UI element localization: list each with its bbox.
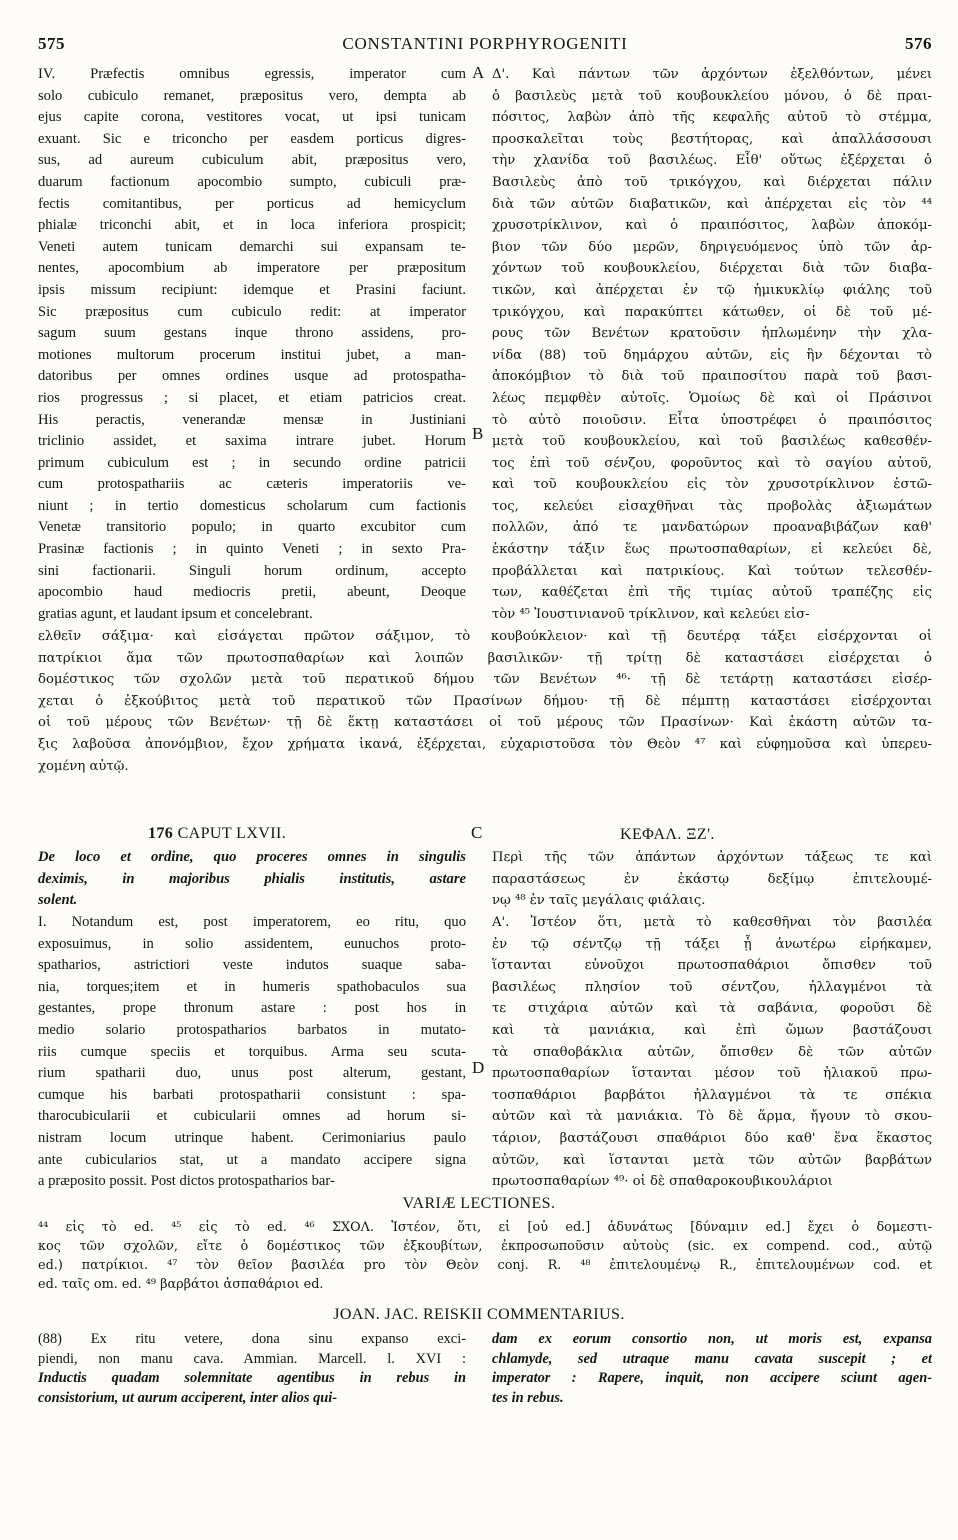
latin-text-line: cumque his barbati protospatharii consistunt : spa- [38, 1086, 466, 1103]
greek-text-line: τε στιχάρια αὐτῶν καὶ τὰ σαβάνια, φοροῦσι δὲ [492, 1001, 932, 1017]
greek-text-line: τὰ σπαθοβάκλια αὐτῶν, ὄπισθεν δὲ τῶν αὐτῶν [492, 1044, 932, 1060]
greek-text-line: νίδα (88) τοῦ δημάρχου αὐτῶν, εἰς ἣν δέχονται τὸ [492, 347, 932, 363]
latin-text-line: Veneti autem tunicam demarchi sui expansam te- [38, 238, 466, 255]
greek-text-line: ἐν τῷ σέντζῳ τῇ τάξει ᾗ ἀνωτέρω εἰρήκαμεν, [492, 936, 932, 952]
latin-text-line: phialæ triconchi abit, et in loca inferiora prospicit; [38, 217, 466, 234]
latin-text-line: IV. Præfectis omnibus egressis, imperator cum [38, 66, 466, 82]
variant-reading-line: κος τῶν σχολῶν, εἴτε ὁ δομέστικος τῶν ἐξκουβίτων, ἐκπροσωποῦσιν αὐτοὺς (sic. ex compend. cod., αὐτῷ [38, 1239, 932, 1254]
latin-text-line: niunt ; in tertio domesticus scholarum cum factionis [38, 497, 466, 514]
latin-text-line: datoribus per omnes ordines usque ad protospatha- [38, 368, 466, 385]
greek-text-line: τάριον, βαστάζουσι σπαθάριοι δύο καθ' ἕνα ἕκαστος [492, 1130, 932, 1146]
greek-text-line: οἱ τοῦ μέρους τῶν Βενέτων· τῇ δὲ ἕκτῃ καταστάσει οἱ τοῦ μέρους τῶν Πρασίνων· Καὶ ἑκάστη αὐτῶν τα- [38, 715, 932, 731]
greek-chapter-title [492, 847, 932, 912]
latin-text-line: ante cubicularios stat, ut a mandato accipere signa [38, 1151, 466, 1168]
variant-reading-line: ⁴⁴ εἰς τὸ ed. ⁴⁵ εἰς τὸ ed. ⁴⁶ ΣΧΟΛ. Ἰστέον, ὅτι, εἰ [οὐ ed.] ἀδυνάτως [δύναμιν ed.] ἔχει ὁ δομεστι- [38, 1220, 932, 1235]
chapter-title-latin: CAPUT LXVII. [177, 825, 287, 842]
commentary-line: piendi, non manu cava. Ammian. Marcell. l. XVI : [38, 1350, 466, 1367]
greek-text-line: πρωτοσπαθαρίων ⁴⁹· οἱ δὲ σπαθαροκουβικουλάριοι [492, 1174, 833, 1190]
greek-column-top [492, 64, 932, 625]
latin-text-line: riis cumque speciis et torquibus. Arma seu scuta- [38, 1043, 466, 1060]
greek-text-line: τὸ αὐτὸ ποιοῦσιν. Εἶτα ὑποστρέφει ὁ πραιπόσιτος [492, 412, 932, 428]
latin-text-line: apocombio haud mediocris pretii, abeunt, Deoque [38, 584, 466, 601]
greek-text-line: πατρίκιοι ἅμα τῶν πρωτοσπαθαρίων καὶ λοιπῶν βασιλικῶν· τῇ τρίτῃ δὲ καταστάσει εἰσέρχεται ὁ [38, 650, 932, 666]
greek-text-line: ἵστανται εὐνοῦχοι πρωτοσπαθάριοι ὄπισθεν τοῦ [492, 958, 932, 974]
latin-text-line: fectis comitantibus, per porticus ad hemicyclum [38, 195, 466, 212]
greek-text-line: των, καθέζεται ἐπὶ τῆς τιμίας αὐτοῦ τραπέζης εἰς [492, 585, 932, 601]
commentary-right [492, 1330, 932, 1408]
commentary-heading: JOAN. JAC. REISKII COMMENTARIUS. [333, 1306, 625, 1323]
latin-text-line: gestantes, prope thronum astare : post hos in [38, 1000, 466, 1017]
latin-chapter-title [38, 847, 466, 912]
latin-text-line: a præposito possit. Post dictos protospatharios bar- [38, 1173, 335, 1190]
greek-text-line: χομένη αὐτῷ. [38, 758, 129, 774]
variae-heading: VARIÆ LECTIONES. [402, 1195, 556, 1212]
greek-text-line: τικῶν, καὶ ἀπέρχεται ἐν τῷ ἡμικυκλίῳ φιάλης τοῦ [492, 282, 932, 298]
greek-text-line: τος, κελεύει εἰσαχθῆναι τὰς προβολὰς ἀξιωμάτων [492, 498, 932, 514]
greek-title-line: νῳ ⁴⁸ ἐν ταῖς μεγάλαις φιάλαις. [492, 893, 706, 909]
margin-letter-b: B [472, 424, 484, 443]
latin-title-line: De loco et ordine, quo proceres omnes in singulis [38, 849, 466, 865]
greek-text-line: χεται ὁ ἐξκούβιτος μετὰ τοῦ περατικοῦ τῶν Πρασίνων δήμου· τῇ δὲ πέμπτῃ καταστάσει εἰσέρχονται [38, 693, 932, 709]
greek-text-line: δομέστικος τῶν σχολῶν μετὰ τοῦ περατικοῦ δήμου τῶν Βενέτων ⁴⁶· τῇ δὲ τετάρτῃ καταστάσει εἰσέρ- [38, 672, 932, 688]
greek-text-line: χόντων τοῦ κουβουκλείου, διέρχεται διὰ τῶν διαβα- [492, 261, 932, 277]
latin-text-line: medio solario protospatharios barbatos in mutato- [38, 1021, 466, 1038]
greek-column-bottom [492, 912, 932, 1193]
greek-text-line: ὁ βασιλεὺς μετὰ τοῦ κουβουκλείου μόνου, ὁ δὲ πραι- [492, 88, 932, 104]
greek-text-line: πρωτοσπαθαρίων ἵστανται μέσον τοῦ ἡλιακοῦ πρω- [492, 1066, 932, 1082]
latin-title-line: solent. [38, 892, 78, 909]
latin-text-line: motiones multorum procerum institui jubet, a man- [38, 346, 466, 363]
latin-text-line: His peractis, venerandæ mensæ in Justiniani [38, 411, 466, 428]
latin-text-line: cum protospathariis ac cæteris imperatoriis ve- [38, 476, 466, 493]
latin-text-line: I. Notandum est, post imperatorem, eo ritu, quo [38, 914, 466, 930]
greek-text-line: μετὰ τοῦ κουβουκλείου, καὶ τοῦ βασιλέως καθεσθέν- [492, 434, 932, 450]
margin-letter-a: A [472, 63, 485, 82]
latin-text-line: tharocubicularii et cubicularii omnes ad horum si- [38, 1108, 466, 1125]
greek-text-line: τὴν χλανίδα τοῦ βασιλέως. Εἶθ' οὕτως ἐξέρχεται ὁ [492, 153, 932, 169]
greek-text-line: τὸν ⁴⁵ Ἰουστινιανοῦ τρίκλινον, καὶ κελεύει εἰσ- [492, 606, 810, 622]
greek-text-line: καὶ τὰ μανιάκια, καὶ ἐπὶ ὤμων βαστάζουσι [492, 1022, 932, 1038]
latin-text-line: nentes, apocombium ab imperatore per præpositum [38, 260, 466, 277]
latin-column-top [38, 64, 466, 625]
greek-text-line: τρικόγχου, καὶ παρακύπτει κάτωθεν, οἱ δὲ τοῦ μέ- [492, 304, 932, 320]
latin-text-line: sini factionarii. Singuli horum ordinum, accepto [38, 562, 466, 579]
page-number-right: 576 [905, 34, 932, 53]
greek-text-line: προβάλλεται καὶ πατρικίους. Καὶ τούτων τελεσθέν- [492, 563, 932, 579]
commentary-line: consistorium, ut aurum acciperent, inter alios qui- [38, 1389, 338, 1406]
latin-text-line: ipsis missum recipiunt: idemque et Prasini faciunt. [38, 281, 466, 298]
greek-text-line: ρους τῶν Βενέτων κρατοῦσιν ἡπλωμένην τὴν χλα- [492, 326, 932, 342]
margin-letter-c: C [471, 823, 483, 842]
latin-text-line: primum cubiculum est ; in secundo ordine patricii [38, 454, 466, 471]
greek-text-line: βασιλέως πλησίον τοῦ σέντζου, ἠλλαγμένοι τὰ [492, 979, 932, 995]
latin-text-line: exposuimus, in solio assidentem, eunuchos proto- [38, 935, 466, 952]
latin-text-line: triclinio assidet, et saxima intrare jubet. Horum [38, 433, 466, 450]
chapter-number: 176 [148, 825, 174, 842]
greek-text-line: Βασιλεὺς ἀπὸ τοῦ τρικόγχου, καὶ διέρχεται πάλιν [492, 174, 932, 190]
greek-text-line: ἑκάστην τάξιν ἕως πρωτοσπαθαρίων, εἰ κελεύει δὲ, [492, 542, 932, 558]
greek-text-line: πολλῶν, ἀπό τε μανδατώρων προαναβιβάζων καθ' [492, 520, 932, 536]
commentary-line: Inductis quadam solemnitate agentibus in rebus in [38, 1370, 466, 1386]
greek-text-line: ξις λαβοῦσα ἀπονόμβιον, ἔχον χρήματα ἱκανά, ἐξέρχεται, εὐχαριστοῦσα τὸν Θεὸν ⁴⁷ καὶ εὐφημοῦσα καὶ ὑπερευ- [38, 736, 932, 752]
greek-text-line: Α'. Ἰστέον ὅτι, μετὰ τὸ καθεσθῆναι τὸν βασιλέα [492, 915, 932, 930]
variant-reading-line: ed.) πατρίκιοι. ⁴⁷ τὸν θεῖον βασιλέα pro τὸν Θεὸν conj. R. ⁴⁸ ἐπιτελουμένῳ R., ἐπιτελουμένων cod. et [38, 1258, 932, 1273]
variant-reading-line: ed. ταῖς om. ed. ⁴⁹ βαρβάτοι ἀσπαθάριοι ed. [38, 1277, 324, 1292]
greek-text-line: λέως πεμφθὲν αὐτοῖς. Ὁμοίως δὲ καὶ οἱ Πράσινοι [492, 390, 932, 406]
greek-chapter-heading: ΚΕΦΑΛ. ΞΖ'. [620, 826, 715, 843]
latin-text-line: rium spatharii duo, unus post alterum, gestant, [38, 1065, 466, 1082]
margin-letter-d: D [472, 1058, 485, 1077]
latin-text-line: solo cubiculo remanet, præpositus vero, dempta ab [38, 87, 466, 104]
greek-text-line: αὐτῶν καὶ τὰ μανιάκια. Τὸ δὲ ἅρμα, ἤγουν τὸ σκου- [492, 1109, 932, 1125]
greek-text-line: τος ἐπὶ τοῦ σένζου, φοροῦντος καὶ τὸ σαγίου αὐτοῦ, [492, 455, 932, 471]
latin-text-line: Prasinæ factionis ; in quinto Veneti ; in sexto Pra- [38, 541, 466, 558]
greek-text-line: ἀποκόμβιον τὸ διὰ τοῦ πραιποσίτου παρὰ τοῦ βασι- [492, 369, 932, 385]
latin-text-line: spatharios, astrictiori veste indutos suaque saba- [38, 957, 466, 974]
latin-text-line: exuant. Sic e triconcho per easdem porticus digres- [38, 130, 466, 147]
commentary-line: chlamyde, sed utraque manu cavata suscepit ; et [492, 1350, 932, 1367]
greek-text-line: καὶ τοῦ κουβουκλείου εἰς τὸν χρυσοτρίκλινον ἑστῶ- [492, 477, 932, 493]
greek-text-line: αὐτῶν, καὶ ἵστανται μετὰ τῶν αὐτῶν βαρβάτων [492, 1152, 932, 1168]
latin-text-line: gratias agunt, et laudant ipsum et concelebrant. [38, 605, 313, 622]
commentary-line: dam ex eorum consortio non, ut moris est, expansa [492, 1331, 932, 1347]
latin-text-line: sagum suum gestans inque throno assidens, pro- [38, 325, 466, 342]
greek-title-line: παραστάσεως ἐν ἑκάστῳ δεξίμῳ ἐπιτελουμέ- [492, 871, 932, 887]
greek-text-line: διὰ τῶν αὐτῶν διαβατικῶν, καὶ ἀπέρχεται εἰς τὸν ⁴⁴ [492, 196, 932, 212]
latin-text-line: sus, ad aureum cubiculum abit, præpositus vero, [38, 152, 466, 169]
latin-title-line: deximis, in majoribus phialis institutis, astare [38, 870, 466, 887]
commentary-left [38, 1330, 466, 1408]
commentary-line: imperator : Rapere, inquit, non accipere sciunt agen- [492, 1370, 932, 1386]
latin-text-line: Sic præpositus cum cubiculo redit: at imperator [38, 303, 466, 320]
greek-text-line: τοσπαθάριοι βαρβάτοι ἠλλαγμένοι τὰ τε σπέκια [492, 1087, 932, 1103]
greek-text-line: ελθεῖν σάξιμα· καὶ εἰσάγεται πρῶτον σάξιμον, τὸ κουβούκλειον· καὶ τῇ δευτέρᾳ τάξει εἰσέρχονται οἱ [38, 629, 932, 644]
latin-text-line: ejus capite corona, vestitores vocat, ut ipsi tunicam [38, 109, 466, 126]
greek-title-line: Περὶ τῆς τῶν ἁπάντων ἀρχόντων τάξεως τε καὶ [492, 850, 932, 865]
latin-column-bottom [38, 912, 466, 1193]
latin-text-line: duarum factionum apocombio sumpto, cubiculi præ- [38, 173, 466, 190]
commentary-line: tes in rebus. [492, 1389, 564, 1406]
latin-text-line: nistram locum utrinque habent. Cerimoniarius paulo [38, 1129, 466, 1146]
greek-text-line: πόσιτος, λαβὼν ἀπὸ τῆς κεφαλῆς αὐτοῦ τὸ στέμμα, [492, 110, 932, 126]
commentary-line: (88) Ex ritu vetere, dona sinu expanso exci- [38, 1331, 466, 1347]
latin-text-line: rios progressus ; si placet, et etiam patricios creat. [38, 389, 466, 406]
greek-text-line: βιον τῶν δύο μερῶν, δηριγευόμενος ὑπὸ τῶν ἀρ- [492, 239, 932, 255]
page-number-left: 575 [38, 34, 65, 53]
greek-text-line: Δ'. Καὶ πάντων τῶν ἀρχόντων ἐξελθόντων, μένει [492, 67, 932, 82]
greek-full-width [38, 626, 932, 777]
latin-chapter-heading [148, 825, 286, 843]
latin-text-line: nia, torques;item et in humeris spathobaculos sua [38, 978, 466, 995]
latin-text-line: Venetæ transitorio populo; in quarto excubitor cum [38, 519, 466, 536]
running-title: CONSTANTINI PORPHYROGENITI [342, 34, 628, 53]
variae-lectiones [38, 1218, 932, 1294]
greek-text-line: χρυσοτρίκλινον, καὶ ὁ πραιπόσιτος, λαβὼν ἀποκόμ- [492, 218, 932, 234]
greek-text-line: προσκαλεῖται τοὺς βεστήτορας, καὶ ἀπαλλάσσουσι [492, 131, 932, 147]
running-header [38, 34, 932, 58]
